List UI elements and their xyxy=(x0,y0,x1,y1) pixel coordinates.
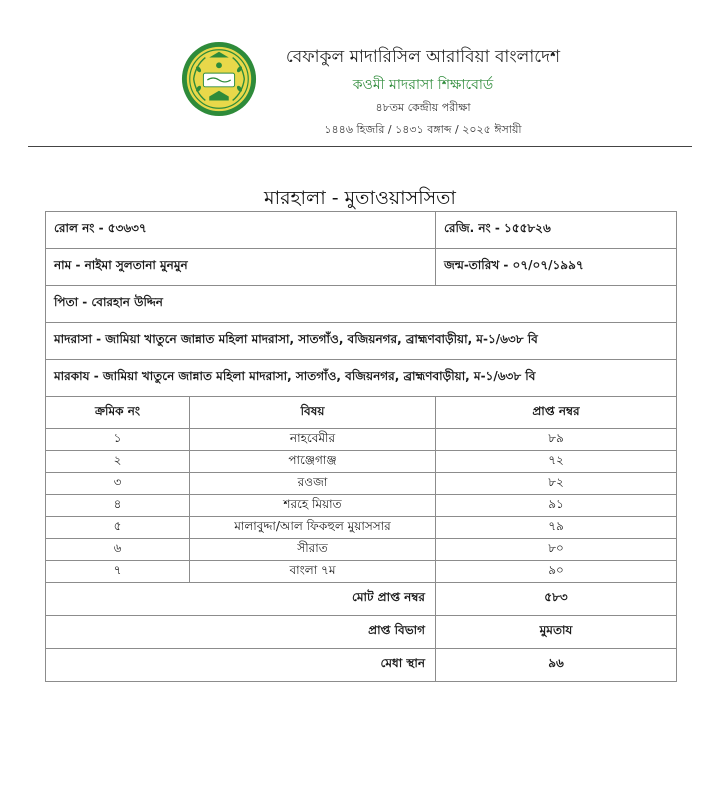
marhala-title: মারহালা - মুতাওয়াসসিতা xyxy=(264,187,456,209)
marks-cell: ৯১ xyxy=(436,495,677,517)
rank-row xyxy=(46,649,677,682)
student-name: নাম - নাইমা সুলতানা মুনমুন xyxy=(46,249,436,286)
table-row xyxy=(46,561,677,583)
subject-cell: শরহে মিয়াত xyxy=(190,495,436,517)
marks-cell: ৭২ xyxy=(436,451,677,473)
madrasa-name: মাদরাসা - জামিয়া খাতুনে জান্নাত মহিলা মাদরাসা, সাতগাঁও, বজিয়নগর, ব্রাহ্মণবাড়ীয়া, ম-১/৬৩৮ বি xyxy=(46,323,677,360)
subject-header: বিষয় xyxy=(190,397,436,429)
father-row xyxy=(46,286,677,323)
division-row xyxy=(46,616,677,649)
division-label: প্রাপ্ত বিভাগ xyxy=(46,616,436,649)
subject-cell: সীরাত xyxy=(190,539,436,561)
father-name: পিতা - বোরহান উদ্দিন xyxy=(46,286,677,323)
marks-header: প্রাপ্ত নম্বর xyxy=(436,397,677,429)
date-of-birth: জন্ম-তারিখ - ০৭/০৭/১৯৯৭ xyxy=(436,249,677,286)
marks-cell: ৭৯ xyxy=(436,517,677,539)
name-dob-row xyxy=(46,249,677,286)
serial-cell: ২ xyxy=(46,451,190,473)
table-row xyxy=(46,517,677,539)
serial-cell: ৪ xyxy=(46,495,190,517)
bafaq-seal-logo xyxy=(180,40,258,118)
serial-cell: ১ xyxy=(46,429,190,451)
subject-cell: বাংলা ৭ম xyxy=(190,561,436,583)
exam-name: ৪৮তম কেন্দ্রীয় পরীক্ষা xyxy=(375,101,471,114)
table-row xyxy=(46,495,677,517)
table-row xyxy=(46,451,677,473)
subject-cell: মালাবুদ্দা/আল ফিকহুল মুয়াসসার xyxy=(190,517,436,539)
exam-years: ১৪৪৬ হিজরি / ১৪৩১ বঙ্গাব্দ / ২০২৫ ঈসায়ী xyxy=(324,123,522,136)
marks-cell: ৮০ xyxy=(436,539,677,561)
serial-cell: ৫ xyxy=(46,517,190,539)
result-table xyxy=(45,211,677,682)
rank-label: মেধা স্থান xyxy=(46,649,436,682)
subject-cell: পাঞ্জেগাঞ্জ xyxy=(190,451,436,473)
markaz-row xyxy=(46,360,677,397)
total-value: ৫৮৩ xyxy=(436,583,677,616)
serial-cell: ৬ xyxy=(46,539,190,561)
markaz-name: মারকায - জামিয়া খাতুনে জান্নাত মহিলা মাদরাসা, সাতগাঁও, বজিয়নগর, ব্রাহ্মণবাড়ীয়া, ম-১/৬৩৮ বি xyxy=(46,360,677,397)
rank-value: ৯৬ xyxy=(436,649,677,682)
serial-cell: ৭ xyxy=(46,561,190,583)
roll-number: রোল নং - ৫৩৬৩৭ xyxy=(46,212,436,249)
result-header xyxy=(0,0,720,150)
marks-cell: ৮২ xyxy=(436,473,677,495)
roll-reg-row xyxy=(46,212,677,249)
serial-cell: ৩ xyxy=(46,473,190,495)
total-label: মোট প্রাপ্ত নম্বর xyxy=(46,583,436,616)
table-row xyxy=(46,429,677,451)
marks-cell: ৮৯ xyxy=(436,429,677,451)
total-row xyxy=(46,583,677,616)
division-value: মুমতায xyxy=(436,616,677,649)
madrasa-row xyxy=(46,323,677,360)
marks-cell: ৯০ xyxy=(436,561,677,583)
header-divider xyxy=(28,146,692,147)
board-name: কওমী মাদরাসা শিক্ষাবোর্ড xyxy=(352,77,494,93)
subject-cell: রওজা xyxy=(190,473,436,495)
serial-header: ক্রমিক নং xyxy=(46,397,190,429)
organization-name: বেফাকুল মাদারিসিল আরাবিয়া বাংলাদেশ xyxy=(285,47,561,67)
registration-number: রেজি. নং - ১৫৫৮২৬ xyxy=(436,212,677,249)
subjects-header-row xyxy=(46,397,677,429)
subject-cell: নাহবেমীর xyxy=(190,429,436,451)
table-row xyxy=(46,473,677,495)
table-row xyxy=(46,539,677,561)
